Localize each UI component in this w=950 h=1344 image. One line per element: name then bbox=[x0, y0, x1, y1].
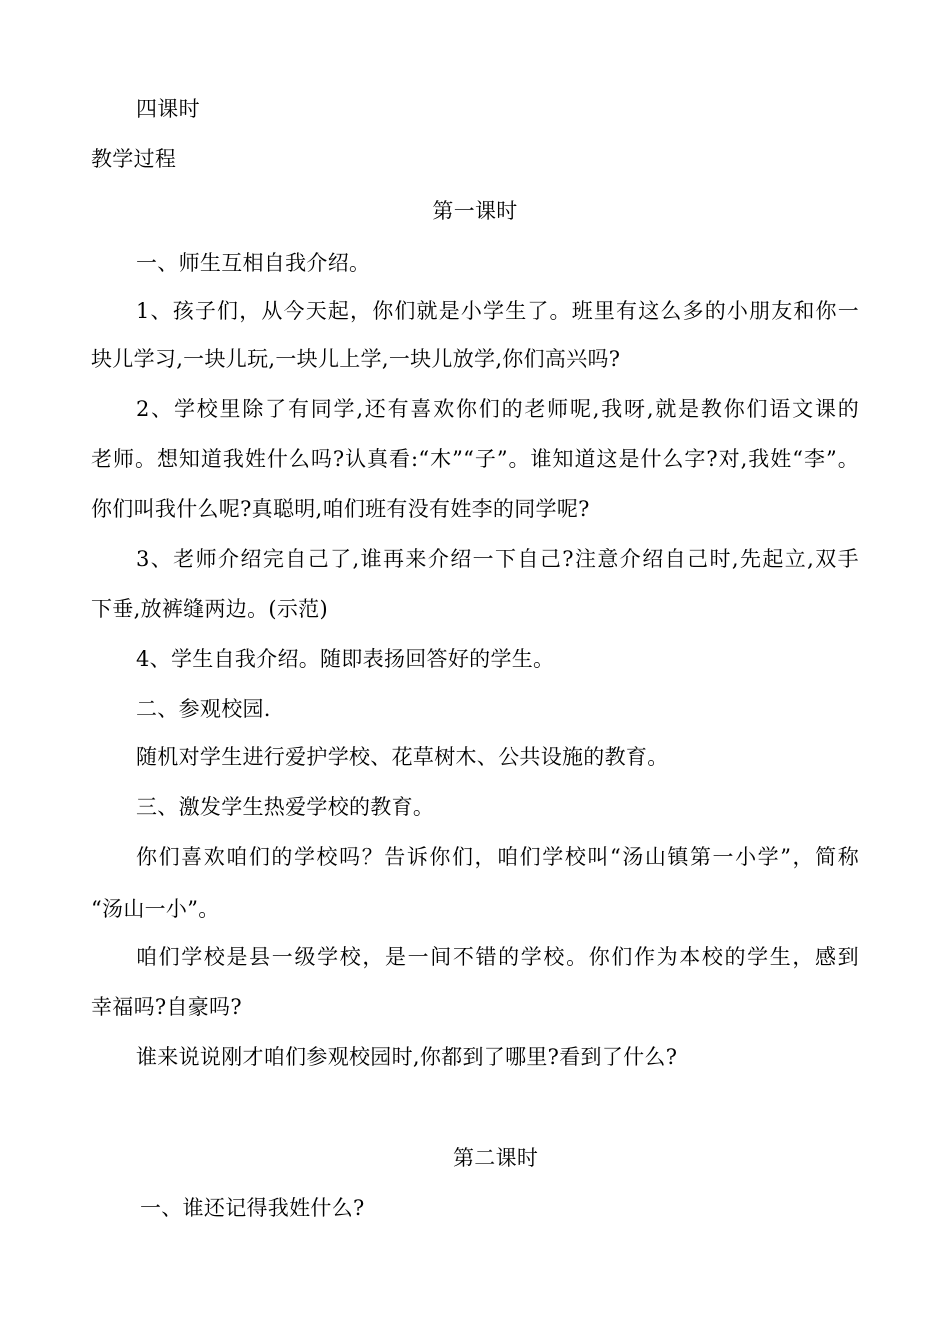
heading-teaching-process: 教学过程 bbox=[91, 147, 177, 171]
paragraph-line: 随机对学生进行爱护学校、花草树木、公共设施的教育。 bbox=[136, 745, 669, 769]
paragraph-line: 咱们学校是县一级学校，是一间不错的学校。你们作为本校的学生，感到 bbox=[136, 945, 859, 969]
paragraph-line: 你们叫我什么呢?真聪明,咱们班有没有姓李的同学呢? bbox=[91, 497, 590, 521]
paragraph-line: 2、学校里除了有同学,还有喜欢你们的老师呢,我呀,就是教你们语文课的 bbox=[136, 397, 859, 421]
paragraph-line: 幸福吗?自豪吗? bbox=[91, 995, 242, 1019]
paragraph-line: 一、师生互相自我介绍。 bbox=[136, 251, 371, 275]
paragraph-line: 三、激发学生热爱学校的教育。 bbox=[136, 795, 435, 819]
section-title-lesson-two: 第二课时 bbox=[453, 1146, 539, 1170]
paragraph-line: “汤山一小”。 bbox=[91, 897, 220, 921]
paragraph-line: 你们喜欢咱们的学校吗？告诉你们，咱们学校叫“汤山镇第一小学”，简称 bbox=[136, 845, 859, 869]
paragraph-line: 老师。想知道我姓什么吗?认真看:“木”“子”。谁知道这是什么字?对,我姓“李”。 bbox=[91, 447, 859, 471]
paragraph-line: 谁来说说刚才咱们参观校园时,你都到了哪里?看到了什么? bbox=[136, 1045, 678, 1069]
paragraph-line: 1、孩子们，从今天起，你们就是小学生了。班里有这么多的小朋友和你一 bbox=[136, 299, 859, 323]
paragraph-line: 3、老师介绍完自己了,谁再来介绍一下自己?注意介绍自己时,先起立,双手 bbox=[136, 547, 859, 571]
paragraph-line: 二、参观校园. bbox=[136, 697, 271, 721]
paragraph-line: 块儿学习,一块儿玩,一块儿上学,一块儿放学,你们高兴吗? bbox=[91, 347, 621, 371]
paragraph-line: 下垂,放裤缝两边。(示范) bbox=[91, 597, 328, 621]
heading-lesson-count: 四课时 bbox=[136, 97, 200, 121]
paragraph-line: 4、学生自我介绍。随即表扬回答好的学生。 bbox=[136, 647, 555, 671]
section-title-lesson-one: 第一课时 bbox=[432, 199, 518, 223]
paragraph-line: 一、谁还记得我姓什么? bbox=[140, 1196, 365, 1220]
